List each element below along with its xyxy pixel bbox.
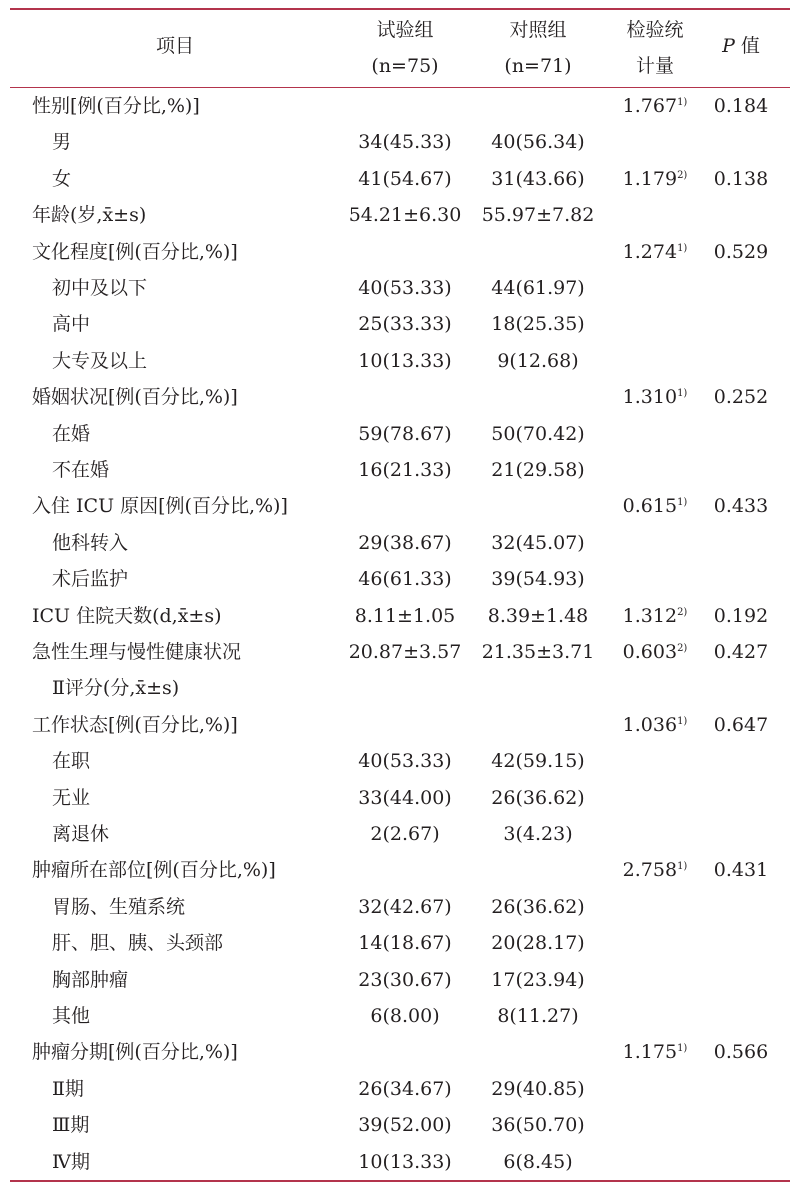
table-row (0, 925, 800, 961)
header-control-group: 对照组 (509, 19, 567, 41)
table-row (0, 1071, 800, 1107)
table-row (0, 270, 800, 306)
table-row (0, 852, 800, 888)
header-p-value (702, 28, 780, 64)
test-statistic-footnote-mark: 1) (677, 388, 688, 400)
test-statistic (612, 852, 698, 888)
control-value: 39(54.93) (491, 568, 585, 591)
experimental-value: 10(13.33) (358, 1150, 452, 1173)
table-top-rule (10, 8, 790, 10)
row-label: 肿瘤所在部位[例(百分比,%)] (32, 859, 276, 882)
control-value: 6(8.45) (503, 1150, 573, 1173)
table-row (0, 379, 800, 415)
row-label: 胃肠、生殖系统 (52, 895, 186, 918)
header-control-n: (n=71) (504, 55, 572, 77)
test-statistic-value: 1.179 (622, 167, 678, 190)
test-statistic-value: 1.767 (622, 95, 678, 117)
experimental-value: 20.87±3.57 (348, 641, 462, 663)
test-statistic-value: 0.615 (622, 495, 678, 518)
header-experimental-n: (n=75) (371, 55, 439, 77)
table-row (0, 561, 800, 597)
control-value: 21(29.58) (491, 459, 585, 481)
row-label: Ⅱ评分(分,x̄±s) (52, 677, 180, 700)
row-label: Ⅳ期 (52, 1150, 90, 1173)
row-label: 在婚 (52, 422, 91, 445)
table-row (0, 889, 800, 925)
table-row (0, 1107, 800, 1143)
control-value: 32(45.07) (491, 531, 585, 554)
control-value: 42(59.15) (491, 750, 585, 773)
experimental-value: 39(52.00) (358, 1114, 452, 1137)
test-statistic (612, 707, 698, 743)
table-row (0, 124, 800, 160)
experimental-value: 59(78.67) (358, 422, 452, 445)
test-statistic (612, 234, 698, 270)
table-row (0, 452, 800, 488)
row-label: 女 (52, 167, 72, 190)
experimental-value: 34(45.33) (358, 131, 452, 154)
control-value: 3(4.23) (503, 823, 573, 845)
table-row (0, 197, 800, 233)
p-value: 0.427 (713, 641, 769, 663)
row-label: 性别[例(百分比,%)] (32, 95, 200, 117)
experimental-value: 40(53.33) (358, 750, 452, 773)
test-statistic-value: 1.175 (622, 1041, 678, 1064)
test-statistic (612, 634, 698, 670)
control-value: 17(23.94) (491, 968, 585, 991)
table-row (0, 598, 800, 634)
table-row (0, 998, 800, 1034)
control-value: 8(11.27) (497, 1005, 579, 1027)
test-statistic-value: 1.312 (622, 604, 678, 627)
row-label: ICU 住院天数(d,x̄±s) (32, 604, 222, 627)
table-row (0, 161, 800, 197)
test-statistic-value: 0.603 (622, 641, 678, 663)
p-value: 0.138 (713, 167, 769, 190)
test-statistic (612, 379, 698, 415)
p-value: 0.566 (713, 1041, 769, 1064)
table-row (0, 634, 800, 670)
table-row (0, 343, 800, 379)
table-row (0, 416, 800, 452)
row-label: 初中及以下 (52, 277, 148, 299)
test-statistic (612, 598, 698, 634)
row-label: 文化程度[例(百分比,%)] (32, 240, 238, 263)
experimental-value: 33(44.00) (358, 786, 452, 809)
experimental-value: 16(21.33) (358, 459, 452, 481)
row-label: 高中 (52, 313, 91, 336)
test-statistic-value: 1.310 (622, 386, 678, 409)
p-value: 0.252 (713, 386, 769, 409)
experimental-value: 10(13.33) (358, 349, 452, 372)
experimental-value: 41(54.67) (358, 167, 452, 190)
row-label: 在职 (52, 750, 91, 773)
control-value: 26(36.62) (491, 786, 585, 809)
experimental-value: 25(33.33) (358, 313, 452, 336)
experimental-value: 29(38.67) (358, 531, 452, 554)
p-value: 0.433 (713, 495, 769, 518)
table-row (0, 1034, 800, 1070)
table-row (0, 88, 800, 124)
table-row (0, 743, 800, 779)
row-label: 男 (52, 131, 72, 154)
row-label: 大专及以上 (52, 349, 148, 372)
experimental-value: 8.11±1.05 (354, 604, 456, 627)
table-row (0, 670, 800, 706)
test-statistic-footnote-mark: 1) (677, 715, 688, 727)
test-statistic-footnote-mark: 1) (677, 497, 688, 509)
header-p-suffix: 值 (740, 35, 760, 57)
experimental-value: 23(30.67) (358, 968, 452, 991)
test-statistic-footnote-mark: 1) (677, 242, 688, 254)
table-row (0, 234, 800, 270)
test-statistic-value: 2.758 (622, 859, 678, 882)
p-value: 0.192 (713, 604, 769, 627)
control-value: 29(40.85) (491, 1077, 585, 1100)
test-statistic-footnote-mark: 1) (677, 1043, 688, 1055)
p-value: 0.647 (713, 713, 769, 736)
experimental-value: 14(18.67) (358, 932, 452, 955)
p-value: 0.184 (713, 95, 769, 117)
table-row (0, 306, 800, 342)
table-row (0, 1144, 800, 1180)
row-label: 婚姻状况[例(百分比,%)] (32, 386, 238, 409)
row-label: Ⅱ期 (52, 1077, 84, 1100)
row-label: 肿瘤分期[例(百分比,%)] (32, 1041, 238, 1064)
row-label: 年龄(岁,x̄±s) (32, 204, 147, 227)
control-value: 31(43.66) (491, 167, 585, 190)
row-label: 不在婚 (52, 459, 110, 481)
control-value: 20(28.17) (491, 932, 585, 955)
test-statistic (612, 1034, 698, 1070)
control-value: 8.39±1.48 (487, 604, 589, 627)
test-statistic-footnote-mark: 1) (677, 97, 688, 108)
control-value: 18(25.35) (491, 313, 585, 336)
control-value: 55.97±7.82 (481, 204, 595, 227)
p-value: 0.529 (713, 240, 769, 263)
test-statistic-value: 1.274 (622, 240, 678, 263)
control-value: 44(61.97) (491, 277, 585, 299)
test-statistic-footnote-mark: 2) (677, 169, 688, 181)
control-value: 40(56.34) (491, 131, 585, 154)
test-statistic-value: 1.036 (622, 713, 678, 736)
table-bottom-rule (10, 1180, 790, 1182)
row-label: 入住 ICU 原因[例(百分比,%)] (32, 495, 288, 518)
row-label: 无业 (52, 786, 91, 809)
test-statistic-footnote-mark: 2) (677, 606, 688, 618)
header-item: 项目 (155, 35, 194, 57)
row-label: 肝、胆、胰、头颈部 (52, 932, 224, 955)
test-statistic (612, 488, 698, 524)
row-label: 他科转入 (52, 531, 129, 554)
row-label: 离退休 (52, 823, 110, 845)
experimental-value: 46(61.33) (358, 568, 452, 591)
test-statistic-footnote-mark: 1) (677, 861, 688, 873)
test-statistic (612, 88, 698, 124)
test-statistic-footnote-mark: 2) (677, 643, 688, 654)
row-label: 急性生理与慢性健康状况 (32, 641, 242, 663)
row-label: 术后监护 (52, 568, 129, 591)
experimental-value: 2(2.67) (370, 823, 440, 845)
control-value: 36(50.70) (491, 1114, 585, 1137)
row-label: 胸部肿瘤 (52, 968, 129, 991)
table-row (0, 488, 800, 524)
header-test-statistic-line2: 计量 (635, 55, 674, 77)
header-experimental-group: 试验组 (376, 19, 434, 41)
control-value: 26(36.62) (491, 895, 585, 918)
test-statistic (612, 161, 698, 197)
p-value: 0.431 (713, 859, 769, 882)
experimental-value: 26(34.67) (358, 1077, 452, 1100)
row-label: 工作状态[例(百分比,%)] (32, 713, 238, 736)
table-row (0, 707, 800, 743)
experimental-value: 40(53.33) (358, 277, 452, 299)
row-label: 其他 (52, 1005, 91, 1027)
table-row (0, 962, 800, 998)
experimental-value: 54.21±6.30 (348, 204, 462, 227)
experimental-value: 6(8.00) (370, 1005, 440, 1027)
control-value: 50(70.42) (491, 422, 585, 445)
table-row (0, 780, 800, 816)
experimental-value: 32(42.67) (358, 895, 452, 918)
row-label: Ⅲ期 (52, 1114, 90, 1137)
table-row (0, 816, 800, 852)
control-value: 21.35±3.71 (481, 641, 595, 663)
header-p-letter: P (722, 35, 735, 57)
table-row (0, 525, 800, 561)
header-test-statistic-line1: 检验统 (626, 19, 684, 41)
control-value: 9(12.68) (497, 349, 579, 372)
